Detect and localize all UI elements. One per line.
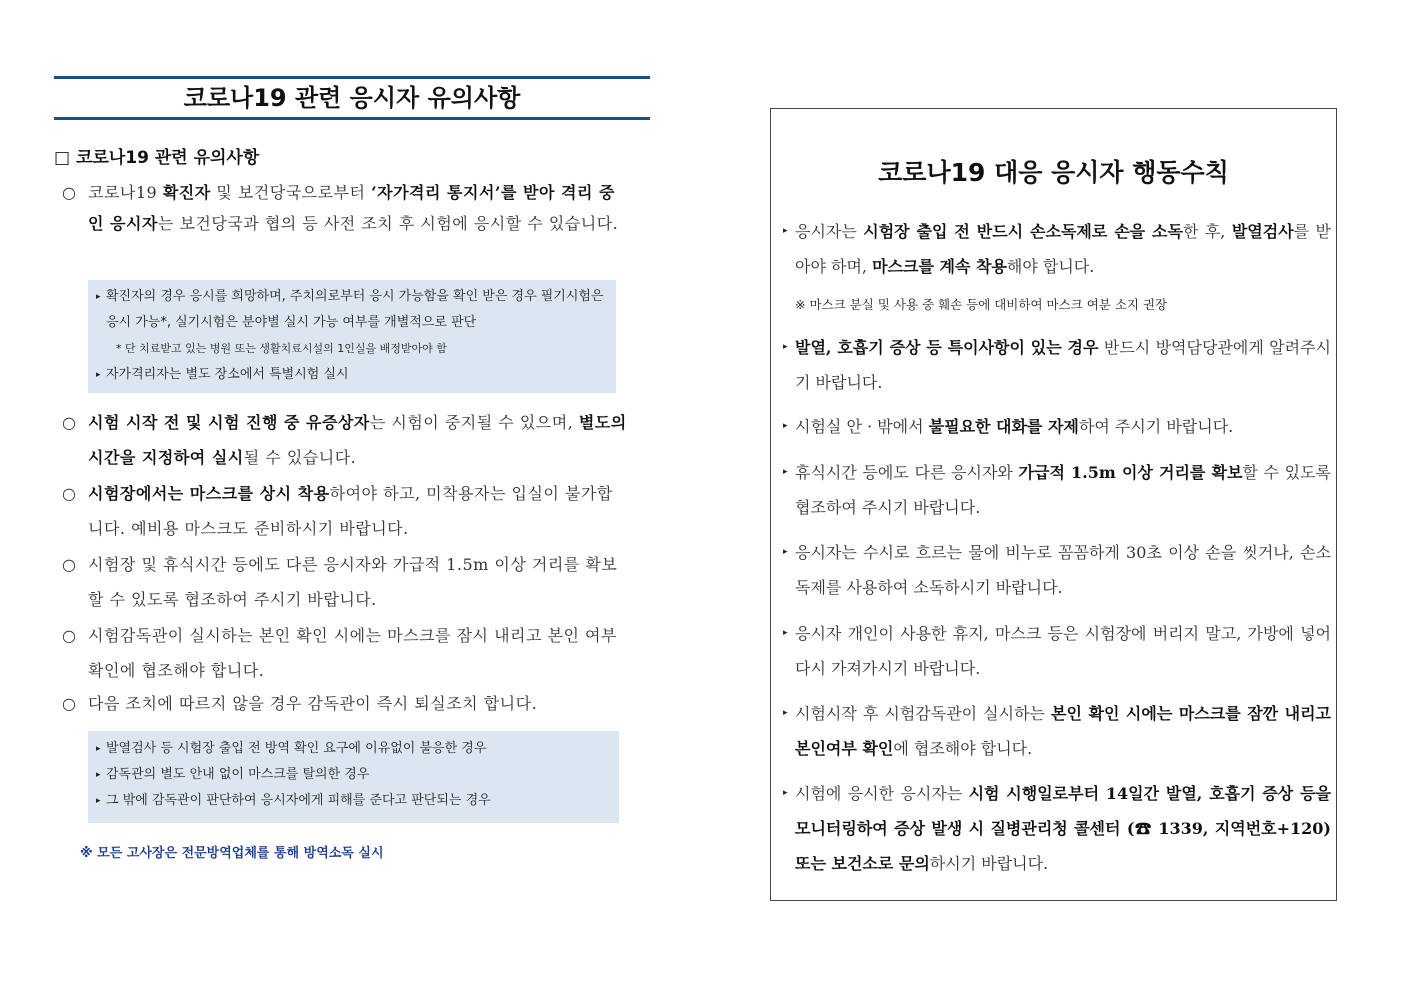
note-item: ▸ 자가격리자는 별도 장소에서 특별시험 실시: [96, 362, 608, 388]
notice-paragraph-2: ○ 시험 시작 전 및 시험 진행 중 유증상자는 시험이 중지될 수 있으며, 별도의 시간을 지정하여 실시될 수 있습니다.: [62, 405, 628, 475]
conduct-item-4: ▸ 휴식시간 등에도 다른 응시자와 가급적 1.5m 이상 거리를 확보할 수 있도록 협조하여 주시기 바랍니다.: [783, 455, 1331, 525]
triangle-bullet-icon: ▸: [783, 547, 788, 557]
notice-paragraph-6: ○ 다음 조치에 따르지 않을 경우 감독관이 즉시 퇴실조치 합니다.: [62, 688, 628, 719]
note-box-dismissal-conditions: [88, 731, 619, 823]
triangle-bullet-icon: ▸: [96, 370, 101, 380]
triangle-bullet-icon: ▸: [783, 226, 788, 236]
triangle-bullet-icon: ▸: [783, 628, 788, 638]
disinfection-footnote: ※ 모든 고사장은 전문방역업체를 통해 방역소독 실시: [80, 846, 384, 861]
notice-paragraph-1: ○ 코로나19 확진자 및 보건당국으로부터 ‘자가격리 통지서’를 받아 격리 중인 응시자는 보건당국과 협의 등 사전 조치 후 시험에 응시할 수 있습니다.: [62, 177, 628, 239]
triangle-bullet-icon: ▸: [783, 421, 788, 431]
circle-bullet: ○: [62, 626, 77, 645]
note-box-confirmed-cases: [88, 280, 616, 393]
notice-paragraph-3: ○ 시험장에서는 마스크를 상시 착용하여야 하고, 미착용자는 입실이 불가합니다. 예비용 마스크도 준비하시기 바랍니다.: [62, 476, 628, 546]
conduct-item-8: ▸ 시험에 응시한 응시자는 시험 시행일로부터 14일간 발열, 호흡기 증상 등을 모니터링하여 증상 발생 시 질병관리청 콜센터 (☎ 1339, 지역번호+120) 또는 보건소로 문의하시기 바랍니다.: [783, 776, 1331, 881]
notice-paragraph-4: ○ 시험장 및 휴식시간 등에도 다른 응시자와 가급적 1.5m 이상 거리를 확보할 수 있도록 협조하여 주시기 바랍니다.: [62, 547, 628, 617]
triangle-bullet-icon: ▸: [783, 342, 788, 352]
note-subitem: * 단 치료받고 있는 병원 또는 생활치료시설의 1인실을 배정받아야 함: [116, 342, 447, 355]
section-box-marker: □: [54, 148, 71, 168]
triangle-bullet-icon: ▸: [783, 467, 788, 477]
note-item: ▸ 그 밖에 감독관이 판단하여 응시자에게 피해를 준다고 판단되는 경우: [96, 788, 611, 814]
triangle-bullet-icon: ▸: [96, 770, 101, 780]
conduct-item-2: ▸ 발열, 호흡기 증상 등 특이사항이 있는 경우 반드시 방역담당관에게 알려주시기 바랍니다.: [783, 330, 1331, 400]
conduct-item-3: ▸ 시험실 안 · 밖에서 불필요한 대화를 자제하여 주시기 바랍니다.: [783, 409, 1331, 444]
mask-spare-note: ※ 마스크 분실 및 사용 중 훼손 등에 대비하여 마스크 여분 소지 권장: [795, 297, 1168, 312]
circle-bullet: ○: [62, 484, 77, 503]
triangle-bullet-icon: ▸: [783, 708, 788, 718]
triangle-bullet-icon: ▸: [96, 796, 101, 806]
circle-bullet: ○: [62, 183, 77, 202]
conduct-item-1: ▸ 응시자는 시험장 출입 전 반드시 손소독제로 손을 소독한 후, 발열검사를 받아야 하며, 마스크를 계속 착용해야 합니다.: [783, 214, 1331, 284]
conduct-item-7: ▸ 시험시작 후 시험감독관이 실시하는 본인 확인 시에는 마스크를 잠깐 내리고 본인여부 확인에 협조해야 합니다.: [783, 696, 1331, 766]
note-item: ▸ 확진자의 경우 응시를 희망하며, 주치의로부터 응시 가능함을 확인 받은 경우 필기시험은 응시 가능*, 실기시험은 분야별 실시 가능 여부를 개별적으로 판단: [96, 284, 608, 336]
code-of-conduct-box: [770, 108, 1337, 901]
circle-bullet: ○: [62, 555, 77, 574]
triangle-bullet-icon: ▸: [96, 744, 101, 754]
triangle-bullet-icon: ▸: [783, 788, 788, 798]
page-title: 코로나19 관련 응시자 유의사항: [54, 76, 650, 120]
notice-paragraph-5: ○ 시험감독관이 실시하는 본인 확인 시에는 마스크를 잠시 내리고 본인 여부 확인에 협조해야 합니다.: [62, 618, 628, 688]
circle-bullet: ○: [62, 694, 77, 713]
conduct-title: 코로나19 대응 응시자 행동수칙: [878, 158, 1229, 187]
note-item: ▸ 발열검사 등 시험장 출입 전 방역 확인 요구에 이유없이 불응한 경우: [96, 736, 611, 762]
note-item: ▸ 감독관의 별도 안내 없이 마스크를 탈의한 경우: [96, 762, 611, 788]
section-heading-text: 코로나19 관련 유의사항: [75, 148, 260, 168]
circle-bullet: ○: [62, 413, 77, 432]
conduct-item-5: ▸ 응시자는 수시로 흐르는 물에 비누로 꼼꼼하게 30초 이상 손을 씻거나, 손소독제를 사용하여 소독하시기 바랍니다.: [783, 535, 1331, 605]
section-heading: [54, 143, 259, 168]
triangle-bullet-icon: ▸: [96, 292, 101, 302]
conduct-item-6: ▸ 응시자 개인이 사용한 휴지, 마스크 등은 시험장에 버리지 말고, 가방에 넣어 다시 가져가시기 바랍니다.: [783, 616, 1331, 686]
